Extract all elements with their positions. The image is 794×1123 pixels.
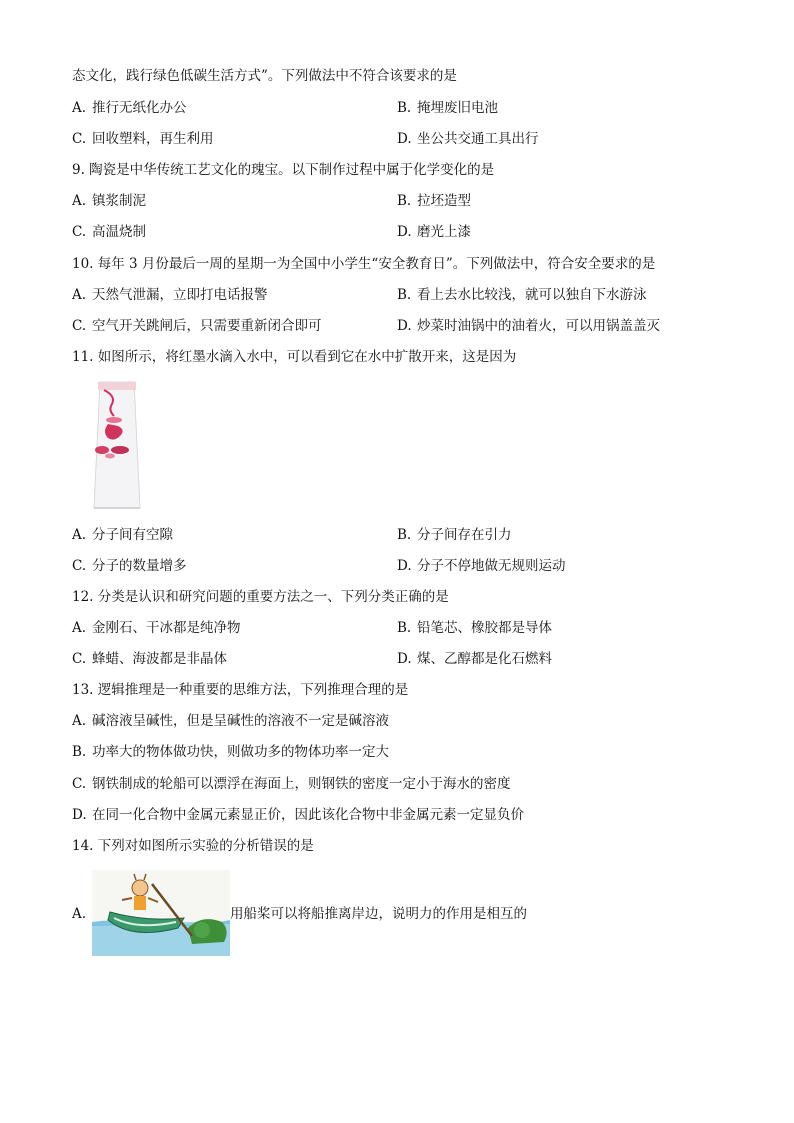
q9-option-b xyxy=(397,192,471,210)
q12-option-c xyxy=(72,650,227,668)
q9-stem: 9. 陶瓷是中华传统工艺文化的瑰宝。以下制作过程中属于化学变化的是 xyxy=(72,162,495,178)
option-letter: A. xyxy=(72,100,87,116)
q10-option-a xyxy=(72,286,268,304)
q12-stem: 12. 分类是认识和研究问题的重要方法之一、下列分类正确的是 xyxy=(72,589,449,605)
option-text: 碱溶液呈碱性，但是呈碱性的溶液不一定是碱溶液 xyxy=(92,713,389,729)
option-letter: B. xyxy=(397,193,412,209)
option-letter: C. xyxy=(72,651,87,667)
option-text: 坐公共交通工具出行 xyxy=(417,131,539,147)
q12-option-b xyxy=(397,619,552,637)
q9-option-d xyxy=(397,223,471,241)
q8-stem-tail: 态文化，践行绿色低碳生活方式”。下列做法中不符合该要求的是 xyxy=(72,68,457,84)
q11-option-d xyxy=(397,557,566,575)
q12-option-a xyxy=(72,619,241,637)
option-text: 功率大的物体做功快，则做功多的物体功率一定大 xyxy=(92,744,389,760)
option-text: 在同一化合物中金属元素显正价，因此该化合物中非金属元素一定显负价 xyxy=(92,807,524,823)
beaker-with-ink-illustration xyxy=(74,380,160,512)
option-letter: B. xyxy=(397,100,412,116)
option-text: 磨光上漆 xyxy=(417,224,471,240)
option-text: 分子间存在引力 xyxy=(417,527,512,543)
option-text: 金刚石、干冰都是纯净物 xyxy=(92,620,241,636)
q8-option-b xyxy=(397,99,498,117)
option-letter: B. xyxy=(397,287,412,303)
option-letter: A. xyxy=(72,713,87,729)
option-text: 掩埋废旧电池 xyxy=(417,100,498,116)
q8-option-a xyxy=(72,99,187,117)
q8-option-c xyxy=(72,130,214,148)
q10-option-c xyxy=(72,317,322,335)
q8-option-d xyxy=(397,130,539,148)
option-letter: C. xyxy=(72,131,87,147)
q10-option-b xyxy=(397,286,647,304)
option-letter: C. xyxy=(72,558,87,574)
q9-option-c xyxy=(72,223,146,241)
q11-stem: 11. 如图所示，将红墨水滴入水中，可以看到它在水中扩散开来，这是因为 xyxy=(72,349,517,365)
option-letter: C. xyxy=(72,224,87,240)
option-text: 高温烧制 xyxy=(92,224,146,240)
q10-option-d xyxy=(397,317,660,335)
option-text: 钢铁制成的轮船可以漂浮在海面上，则钢铁的密度一定小于海水的密度 xyxy=(92,776,511,792)
q13-option-a xyxy=(72,712,389,730)
option-letter: B. xyxy=(397,620,412,636)
option-text: 分子的数量增多 xyxy=(92,558,187,574)
option-letter: D. xyxy=(397,131,412,147)
option-letter: C. xyxy=(72,318,87,334)
ink-diffusion-image xyxy=(74,380,160,512)
option-letter: D. xyxy=(72,807,87,823)
boat-push-image xyxy=(92,870,230,956)
option-letter: A. xyxy=(72,620,87,636)
option-letter: B. xyxy=(72,744,87,760)
option-text: 铅笔芯、橡胶都是导体 xyxy=(417,620,552,636)
q11-option-b xyxy=(397,526,512,544)
boat-pushing-off-shore-illustration xyxy=(92,870,230,956)
option-letter: D. xyxy=(397,558,412,574)
option-text: 回收塑料，再生利用 xyxy=(92,131,214,147)
option-text: 空气开关跳闸后，只需要重新闭合即可 xyxy=(92,318,322,334)
q14-option-a-text: 用船桨可以将船推离岸边，说明力的作用是相互的 xyxy=(230,906,527,922)
option-letter: B. xyxy=(397,527,412,543)
option-text: 拉坯造型 xyxy=(417,193,471,209)
option-letter: D. xyxy=(397,651,412,667)
option-letter: D. xyxy=(397,318,412,334)
option-letter: A. xyxy=(72,287,87,303)
option-text: 分子间有空隙 xyxy=(92,527,173,543)
option-letter: A. xyxy=(72,527,87,543)
q13-option-b xyxy=(72,743,389,761)
option-text: 炒菜时油锅中的油着火，可以用锅盖盖灭 xyxy=(417,318,660,334)
option-text: 看上去水比较浅，就可以独自下水游泳 xyxy=(417,287,647,303)
option-text: 推行无纸化办公 xyxy=(92,100,187,116)
option-text: 分子不停地做无规则运动 xyxy=(417,558,566,574)
option-letter: C. xyxy=(72,776,87,792)
q10-stem: 10. 每年 3 月份最后一周的星期一为全国中小学生“安全教育日”。下列做法中，符合安全要求的是 xyxy=(72,256,656,272)
q13-option-d xyxy=(72,806,524,824)
q13-stem: 13. 逻辑推理是一种重要的思维方法，下列推理合理的是 xyxy=(72,682,409,698)
q13-option-c xyxy=(72,775,511,793)
option-text: 天然气泄漏，立即打电话报警 xyxy=(92,287,268,303)
q14-option-a-letter: A. xyxy=(72,906,87,922)
q11-option-a xyxy=(72,526,173,544)
q14-stem: 14. 下列对如图所示实验的分析错误的是 xyxy=(72,838,314,854)
option-text: 煤、乙醇都是化石燃料 xyxy=(417,651,552,667)
option-text: 镇浆制泥 xyxy=(92,193,146,209)
option-text: 蜂蜡、海波都是非晶体 xyxy=(92,651,227,667)
q12-option-d xyxy=(397,650,552,668)
q9-option-a xyxy=(72,192,146,210)
option-letter: A. xyxy=(72,193,87,209)
q11-option-c xyxy=(72,557,187,575)
option-letter: D. xyxy=(397,224,412,240)
